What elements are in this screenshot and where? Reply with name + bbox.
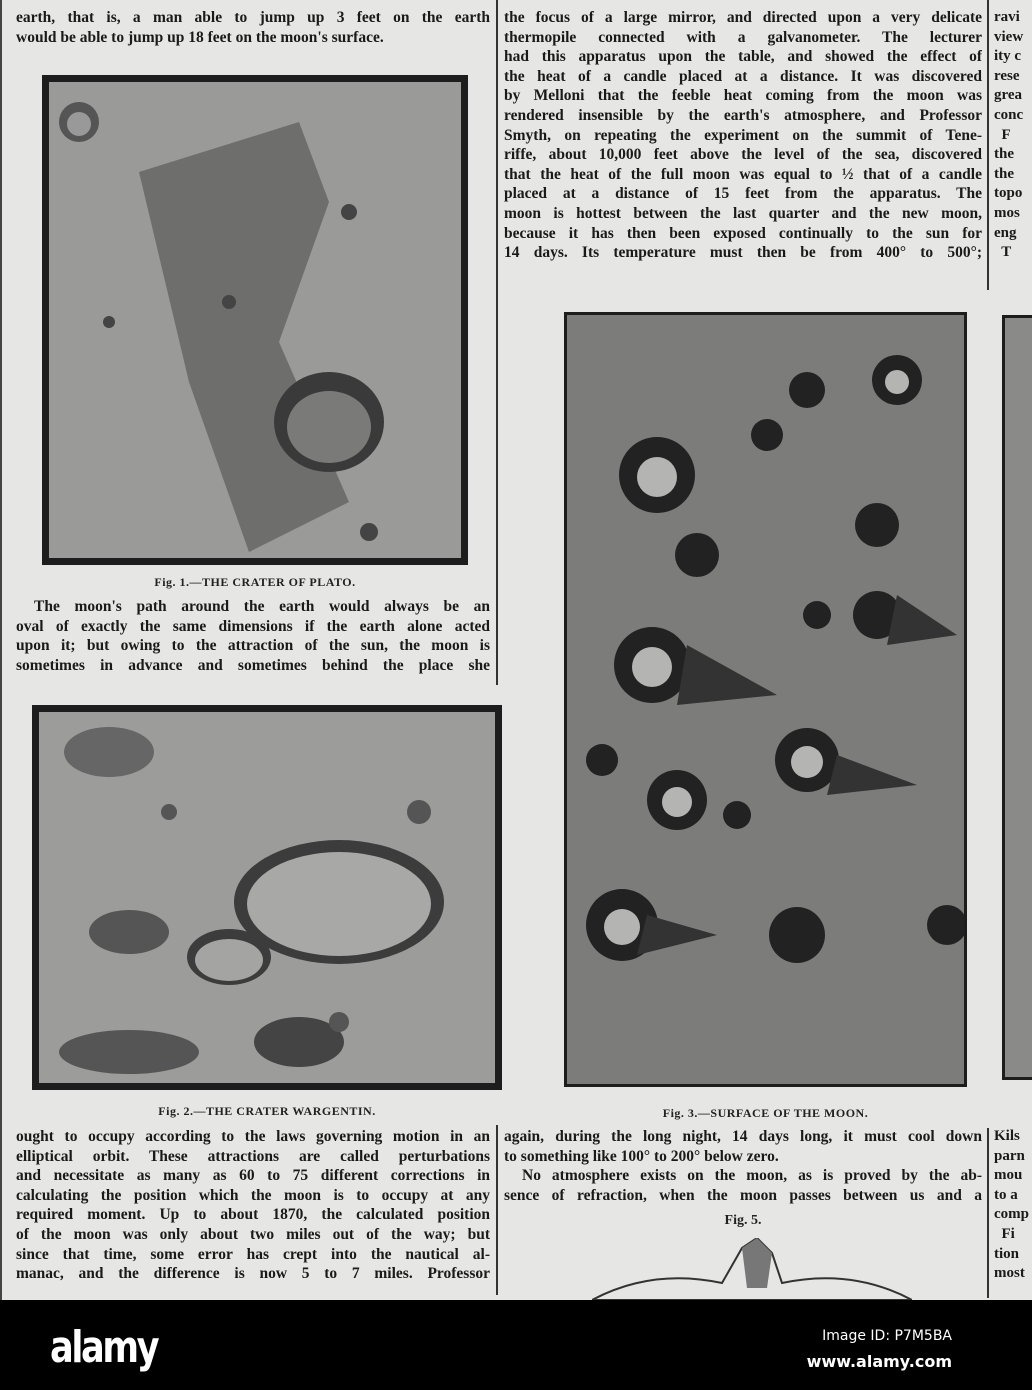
text-fragment: topo: [994, 185, 1023, 202]
text-line: Smyth, on repeating the experiment on the summit of Tene-: [504, 126, 982, 144]
text-line: moon is hottest between the last quarter and the new moon,: [504, 204, 982, 222]
text-fragment: grea: [994, 87, 1023, 104]
column-rule: [496, 0, 498, 685]
fig5-illustration: [592, 1238, 912, 1300]
text-line: by Melloni that the feeble heat coming from the moon was: [504, 87, 982, 105]
text-line: since that time, some error has crept into the nautical al-: [16, 1245, 490, 1263]
fig1-caption: Fig. 1.—THE CRATER OF PLATO.: [154, 575, 356, 589]
text-line: riffe, about 10,000 feet above the level of the sea, discovered: [504, 146, 982, 164]
text-line: again, during the long night, 14 days long, it must cool down: [504, 1128, 982, 1145]
text-fragment: Fi: [994, 1225, 1015, 1242]
alamy-logo: alamy: [50, 1322, 158, 1373]
text-line: required moment. Up to about 1870, the calculated position: [16, 1206, 490, 1224]
fig3-caption: Fig. 3.—SURFACE OF THE MOON.: [662, 1106, 869, 1120]
text-fragment: most: [994, 1265, 1025, 1282]
text-line: The moon's path around the earth would always be an: [34, 598, 490, 615]
text-fragment: eng: [994, 224, 1017, 241]
fig2-crater-wargentin-image: [32, 705, 502, 1090]
text-line: No atmosphere exists on the moon, as is proved by the ab-: [522, 1167, 982, 1185]
text-fragment: ravi: [994, 9, 1020, 25]
right-edge-figure: [1002, 315, 1032, 1080]
text-fragment: Kils: [994, 1128, 1020, 1144]
text-line: upon it; but owing to the attraction of the sun, the moon is: [16, 637, 490, 655]
text-line: calculating the position which the moon is to occupy at any: [16, 1186, 490, 1204]
text-line: to something like 100° to 200° below zero.: [504, 1147, 779, 1165]
text-line: of the moon was only about two miles out of the way; but: [16, 1225, 490, 1243]
fig1-crater-plato-image: [42, 75, 468, 565]
text-fragment: the: [994, 165, 1014, 182]
image-id-label: Image ID: P7M5BA: [822, 1328, 952, 1344]
text-line: earth, that is, a man able to jump up 3 feet on the earth: [16, 9, 490, 26]
fig3-moon-surface-image: [564, 312, 967, 1087]
text-fragment: view: [994, 28, 1024, 45]
text-line: sence of refraction, when the moon passes between us and a: [504, 1186, 982, 1204]
fig2-caption: Fig. 2.—THE CRATER WARGENTIN.: [158, 1104, 376, 1118]
middle-top-text: [504, 8, 982, 263]
text-line: rendered insensible by the earth's atmosphere, and Professor: [504, 106, 982, 124]
text-line: elliptical orbit. These attractions are called perturbations: [16, 1147, 490, 1165]
text-fragment: the: [994, 146, 1014, 163]
text-line: the focus of a large mirror, and directed upon a very delicate: [504, 9, 982, 26]
text-fragment: parn: [994, 1147, 1025, 1164]
text-fragment: mos: [994, 204, 1020, 221]
text-line: had this apparatus upon the table, and showed the effect of: [504, 48, 982, 66]
text-line: and necessitate as many as 60 to 75 different corrections in: [16, 1167, 490, 1185]
text-line: manac, and the difference is now 5 to 7 miles. Professor: [16, 1265, 490, 1283]
left-mid-text: [16, 597, 490, 675]
middle-bottom-text: [504, 1127, 982, 1205]
right-column-fragments-bottom: [994, 1127, 1032, 1284]
column-rule: [496, 1125, 498, 1295]
text-fragment: tion: [994, 1245, 1020, 1262]
text-fragment: comp: [994, 1206, 1029, 1223]
text-fragment: conc: [994, 106, 1024, 123]
right-column-fragments-top: [994, 8, 1032, 263]
text-line: 14 days. Its temperature must then be from 400° to 500°;: [504, 244, 982, 262]
text-line: placed at a distance of 15 feet from the apparatus. The: [504, 185, 982, 203]
stock-footer-bar: [0, 1300, 1032, 1390]
text-fragment: rese: [994, 67, 1020, 84]
text-line: would be able to jump up 18 feet on the moon's surface.: [16, 28, 384, 46]
text-line: ought to occupy according to the laws governing motion in an: [16, 1128, 490, 1145]
column-rule: [987, 1128, 989, 1298]
text-fragment: T: [994, 244, 1012, 261]
text-fragment: to a: [994, 1186, 1018, 1203]
text-fragment: mou: [994, 1167, 1023, 1184]
text-line: that the heat of the full moon was equal to ½ that of a candle: [504, 165, 982, 183]
left-top-text: [16, 8, 490, 47]
text-line: oval of exactly the same dimensions if the earth alone acted: [16, 617, 490, 635]
left-bottom-text: [16, 1127, 490, 1284]
text-fragment: F: [994, 126, 1011, 143]
text-fragment: ity c: [994, 48, 1022, 65]
website-label: www.alamy.com: [806, 1352, 952, 1371]
text-line: thermopile connected with a galvanometer. The lecturer: [504, 28, 982, 46]
column-rule: [987, 0, 989, 290]
fig5-label: Fig. 5.: [724, 1213, 762, 1228]
text-line: the heat of a candle placed at a distance. It was discovered: [504, 67, 982, 85]
text-line: because it has then been exposed continually to the sun for: [504, 224, 982, 242]
text-line: sometimes in advance and sometimes behind the place she: [16, 656, 490, 674]
